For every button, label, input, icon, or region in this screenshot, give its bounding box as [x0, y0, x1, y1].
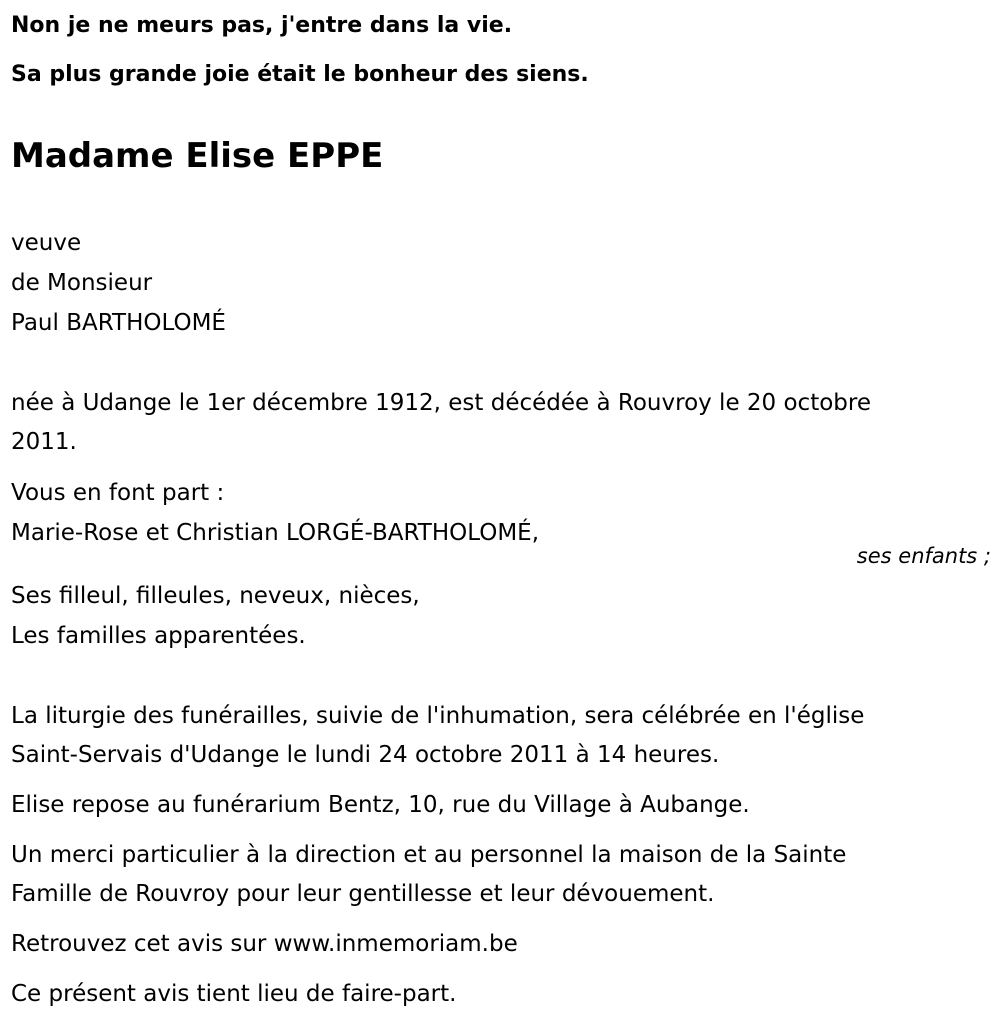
- birth-death-line-1: née à Udange le 1er décembre 1912, est décédée à Rouvroy le 20 octobre: [11, 390, 871, 416]
- epigraph-line-1: Non je ne meurs pas, j'entre dans la vie.: [11, 13, 513, 38]
- spouse-line-3: Paul BARTHOLOMÉ: [11, 310, 226, 336]
- announcement-intro: Vous en font part :: [11, 480, 225, 506]
- children-role: ses enfants ;: [856, 544, 991, 568]
- thanks-line-2: Famille de Rouvroy pour leur gentillesse et leur dévouement.: [11, 881, 715, 907]
- thanks-line-1: Un merci particulier à la direction et au personnel la maison de la Sainte: [11, 842, 847, 868]
- epigraph-line-2: Sa plus grande joie était le bonheur des siens.: [11, 62, 589, 87]
- liturgy-line-2: Saint-Servais d'Udange le lundi 24 octobre 2011 à 14 heures.: [11, 742, 720, 768]
- children-names: Marie-Rose et Christian LORGÉ-BARTHOLOMÉ,: [11, 520, 540, 546]
- funerarium-line: Elise repose au funérarium Bentz, 10, rue du Village à Aubange.: [11, 792, 750, 818]
- relatives-line: Ses filleul, filleules, neveux, nièces,: [11, 583, 420, 609]
- notice-line: Ce présent avis tient lieu de faire-part.: [11, 981, 457, 1007]
- spouse-line-1: veuve: [11, 230, 82, 256]
- deceased-name: Madame Elise EPPE: [11, 136, 384, 176]
- website-line: Retrouvez cet avis sur www.inmemoriam.be: [11, 931, 518, 957]
- liturgy-line-1: La liturgie des funérailles, suivie de l'inhumation, sera célébrée en l'église: [11, 703, 865, 729]
- spouse-line-2: de Monsieur: [11, 270, 153, 296]
- families-line: Les familles apparentées.: [11, 623, 306, 649]
- birth-death-line-2: 2011.: [11, 429, 77, 455]
